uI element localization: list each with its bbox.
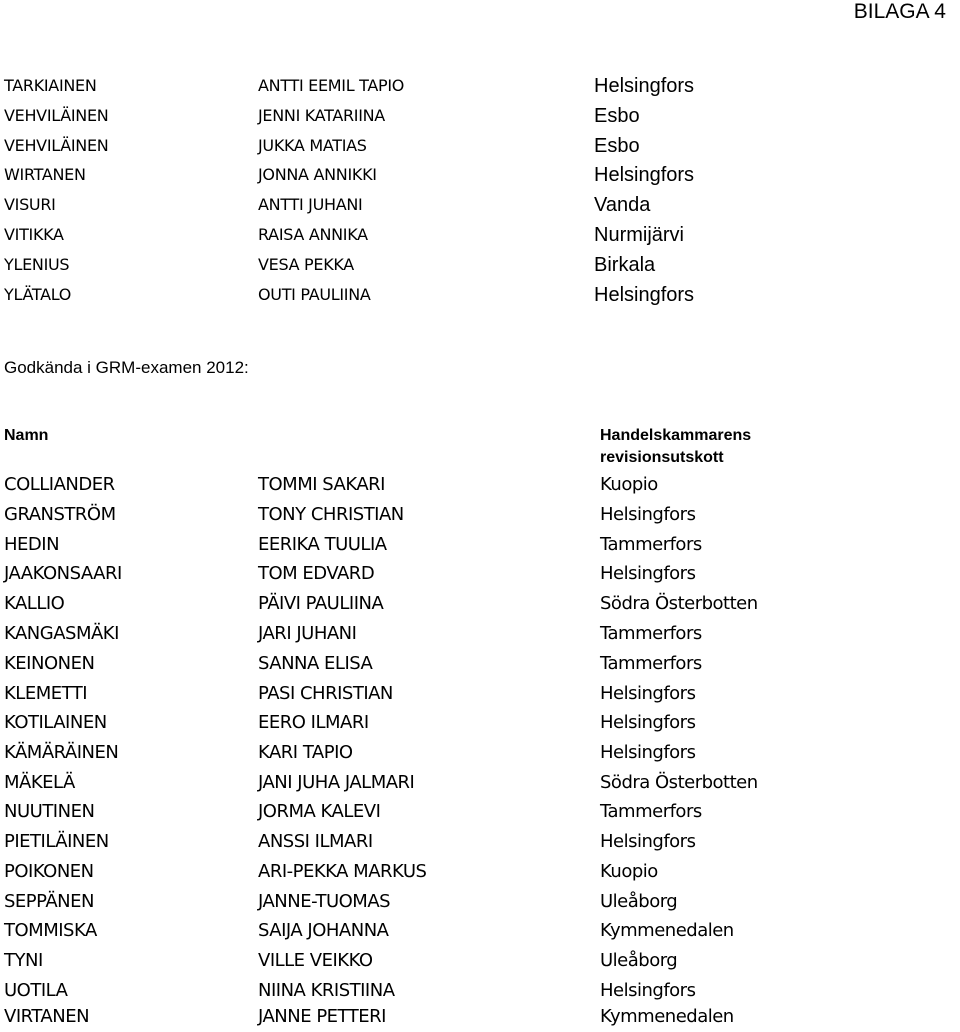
list-row (0, 797, 960, 827)
list-row (0, 131, 960, 161)
list-row (0, 827, 960, 857)
surname: SEPPÄNEN (4, 891, 94, 912)
given-names: OUTI PAULIINA (258, 285, 371, 304)
surname: VEHVILÄINEN (4, 136, 109, 155)
list-row (0, 190, 960, 220)
given-names: EERO ILMARI (258, 712, 369, 733)
city: Helsingfors (594, 284, 695, 306)
list-row (0, 1002, 960, 1032)
given-names: JORMA KALEVI (258, 801, 381, 822)
city: Tammerfors (600, 623, 702, 644)
given-names: ANSSI ILMARI (258, 831, 373, 852)
surname: JAAKONSAARI (4, 563, 122, 584)
list-row (0, 708, 960, 738)
list-row (0, 101, 960, 131)
given-names: JENNI KATARIINA (258, 106, 385, 125)
given-names: RAISA ANNIKA (258, 225, 368, 244)
city: Helsingfors (600, 563, 696, 584)
list-row (0, 500, 960, 530)
given-names: JARI JUHANI (258, 623, 357, 644)
surname: HEDIN (4, 534, 60, 555)
surname: KLEMETTI (4, 683, 88, 704)
city: Uleåborg (600, 891, 678, 912)
list-row (0, 887, 960, 917)
surname: POIKONEN (4, 861, 94, 882)
city: Tammerfors (600, 534, 702, 555)
city: Kymmenedalen (600, 920, 734, 941)
given-names: KARI TAPIO (258, 742, 353, 763)
surname: WIRTANEN (4, 165, 86, 184)
list-row (0, 679, 960, 709)
column-header-committee (600, 425, 751, 469)
city: Birkala (594, 254, 656, 276)
list-row (0, 589, 960, 619)
city: Tammerfors (600, 801, 702, 822)
surname: VEHVILÄINEN (4, 106, 109, 125)
list-row (0, 738, 960, 768)
city: Helsingfors (594, 75, 695, 97)
city: Tammerfors (600, 653, 702, 674)
surname: KÄMÄRÄINEN (4, 742, 119, 763)
list-row (0, 280, 960, 310)
surname: MÄKELÄ (4, 772, 75, 793)
given-names: EERIKA TUULIA (258, 534, 387, 555)
surname: KEINONEN (4, 653, 95, 674)
given-names: NIINA KRISTIINA (258, 980, 395, 1001)
surname: COLLIANDER (4, 474, 115, 495)
list-row (0, 649, 960, 679)
city: Helsingfors (600, 504, 696, 525)
given-names: ARI-PEKKA MARKUS (258, 861, 427, 882)
given-names: VESA PEKKA (258, 255, 354, 274)
given-names: JUKKA MATIAS (258, 136, 367, 155)
surname: YLÄTALO (4, 285, 72, 304)
surname: GRANSTRÖM (4, 504, 116, 525)
given-names: PÄIVI PAULIINA (258, 593, 384, 614)
list-row (0, 946, 960, 976)
city: Helsingfors (600, 980, 696, 1001)
surname: YLENIUS (4, 255, 70, 274)
surname: VIRTANEN (4, 1006, 90, 1027)
list-row (0, 470, 960, 500)
given-names: SAIJA JOHANNA (258, 920, 389, 941)
surname: TYNI (4, 950, 43, 971)
surname: KANGASMÄKI (4, 623, 119, 644)
given-names: TONY CHRISTIAN (258, 504, 404, 525)
surname: KALLIO (4, 593, 65, 614)
surname: UOTILA (4, 980, 68, 1001)
surname: VISURI (4, 195, 56, 214)
given-names: TOMMI SAKARI (258, 474, 385, 495)
city: Helsingfors (594, 164, 695, 186)
given-names: TOM EDVARD (258, 563, 375, 584)
list-row (0, 916, 960, 946)
list-row (0, 559, 960, 589)
column-header-name: Namn (4, 427, 49, 444)
given-names: PASI CHRISTIAN (258, 683, 393, 704)
surname: TARKIAINEN (4, 76, 97, 95)
list-row (0, 220, 960, 250)
appendix-label: BILAGA 4 (853, 0, 946, 23)
city: Södra Österbotten (600, 772, 758, 793)
surname: NUUTINEN (4, 801, 95, 822)
list-row (0, 71, 960, 101)
city: Nurmijärvi (594, 224, 684, 246)
column-header-committee-line2: revisionsutskott (600, 449, 724, 466)
city: Uleåborg (600, 950, 678, 971)
city: Kuopio (600, 861, 658, 882)
given-names: ANTTI EEMIL TAPIO (258, 76, 405, 95)
city: Södra Österbotten (600, 593, 758, 614)
list-row (0, 530, 960, 560)
given-names: JANI JUHA JALMARI (258, 772, 415, 793)
city: Helsingfors (600, 712, 696, 733)
list-row (0, 160, 960, 190)
list-row (0, 250, 960, 280)
section-heading: Godkända i GRM-examen 2012: (4, 358, 249, 377)
given-names: VILLE VEIKKO (258, 950, 373, 971)
city: Esbo (594, 135, 640, 157)
surname: PIETILÄINEN (4, 831, 109, 852)
given-names: JANNE-TUOMAS (258, 891, 391, 912)
given-names: JONNA ANNIKKI (258, 165, 377, 184)
list-row (0, 619, 960, 649)
city: Vanda (594, 194, 651, 216)
list-row (0, 857, 960, 887)
surname: VITIKKA (4, 225, 64, 244)
given-names: JANNE PETTERI (258, 1006, 386, 1027)
city: Kymmenedalen (600, 1006, 734, 1027)
city: Helsingfors (600, 742, 696, 763)
given-names: ANTTI JUHANI (258, 195, 363, 214)
city: Kuopio (600, 474, 658, 495)
surname: TOMMISKA (4, 920, 97, 941)
city: Helsingfors (600, 683, 696, 704)
city: Esbo (594, 105, 640, 127)
list-row (0, 768, 960, 798)
given-names: SANNA ELISA (258, 653, 373, 674)
surname: KOTILAINEN (4, 712, 107, 733)
column-header-committee-line1: Handelskammarens (600, 427, 752, 444)
city: Helsingfors (600, 831, 696, 852)
